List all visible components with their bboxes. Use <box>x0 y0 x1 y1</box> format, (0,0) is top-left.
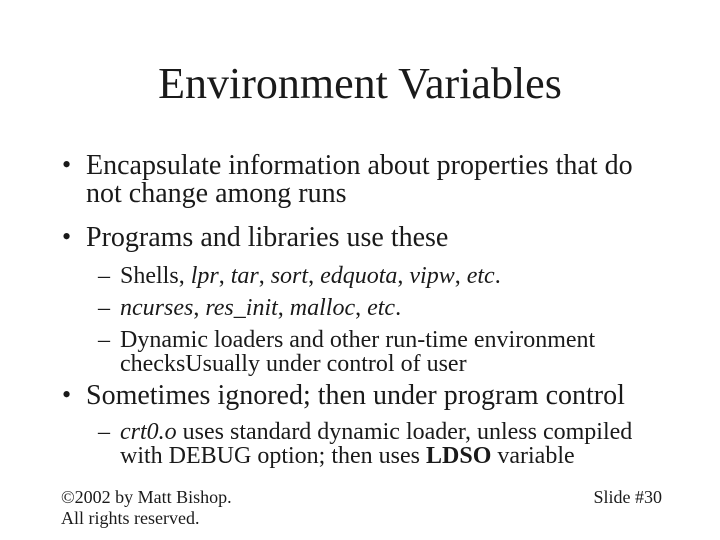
command-name: vipw <box>409 263 455 289</box>
sub-bullet-text-line: checksUsually under control of user <box>120 351 467 377</box>
sub-bullet-text: Shells <box>120 263 179 289</box>
command-name: sort <box>270 263 309 289</box>
variable-name: LDSO <box>426 443 492 469</box>
sub-bullet-text: variable <box>491 443 575 469</box>
command-name: tar <box>230 263 259 289</box>
library-name: ncurses <box>120 295 194 321</box>
copyright-line: All rights reserved. <box>61 508 200 528</box>
library-name: etc <box>367 295 396 321</box>
library-name: malloc <box>289 295 356 321</box>
slide-title: Environment Variables <box>158 59 562 108</box>
sub-bullet-text: uses standard dynamic loader, unless compiled <box>176 419 633 445</box>
command-name: lpr <box>190 263 219 289</box>
bullet-item <box>60 152 664 208</box>
dash-marker: – <box>98 263 110 289</box>
bullet-marker: • <box>62 222 72 251</box>
sub-bullet-item: – Shells, lpr, tar, sort, edquota, vipw, etc. <box>98 263 501 289</box>
library-name: res_init <box>205 295 278 321</box>
slide-body <box>60 146 664 468</box>
sub-bullet-text-line: Dynamic loaders and other run-time environment <box>120 327 596 353</box>
dash-marker: – <box>98 295 110 321</box>
sub-bullet-item <box>60 328 664 376</box>
slide-number: Slide #30 <box>593 487 662 507</box>
sub-bullet-item: – ncurses, res_init, malloc, etc. <box>98 295 402 321</box>
dash-marker: – <box>98 327 110 353</box>
bullet-item <box>60 224 664 252</box>
dash-marker: – <box>98 419 110 445</box>
command-name: etc <box>466 263 495 289</box>
bullet-marker: • <box>62 380 72 409</box>
file-name: crt0.o <box>120 419 177 445</box>
bullet-item <box>60 382 664 410</box>
command-name: edquota <box>320 263 398 289</box>
sub-bullet-text: with DEBUG option; then uses <box>120 443 426 469</box>
bullet-text-line: Programs and libraries use these <box>86 222 449 253</box>
bullet-text-line: not change among runs <box>86 178 347 209</box>
bullet-text-line: Sometimes ignored; then under program control <box>86 380 625 411</box>
bullet-text-line: Encapsulate information about properties that do <box>86 150 633 181</box>
bullet-marker: • <box>62 150 72 179</box>
copyright-line: ©2002 by Matt Bishop. <box>61 487 232 507</box>
sub-bullet-item <box>60 420 664 468</box>
footer-copyright <box>61 487 232 529</box>
